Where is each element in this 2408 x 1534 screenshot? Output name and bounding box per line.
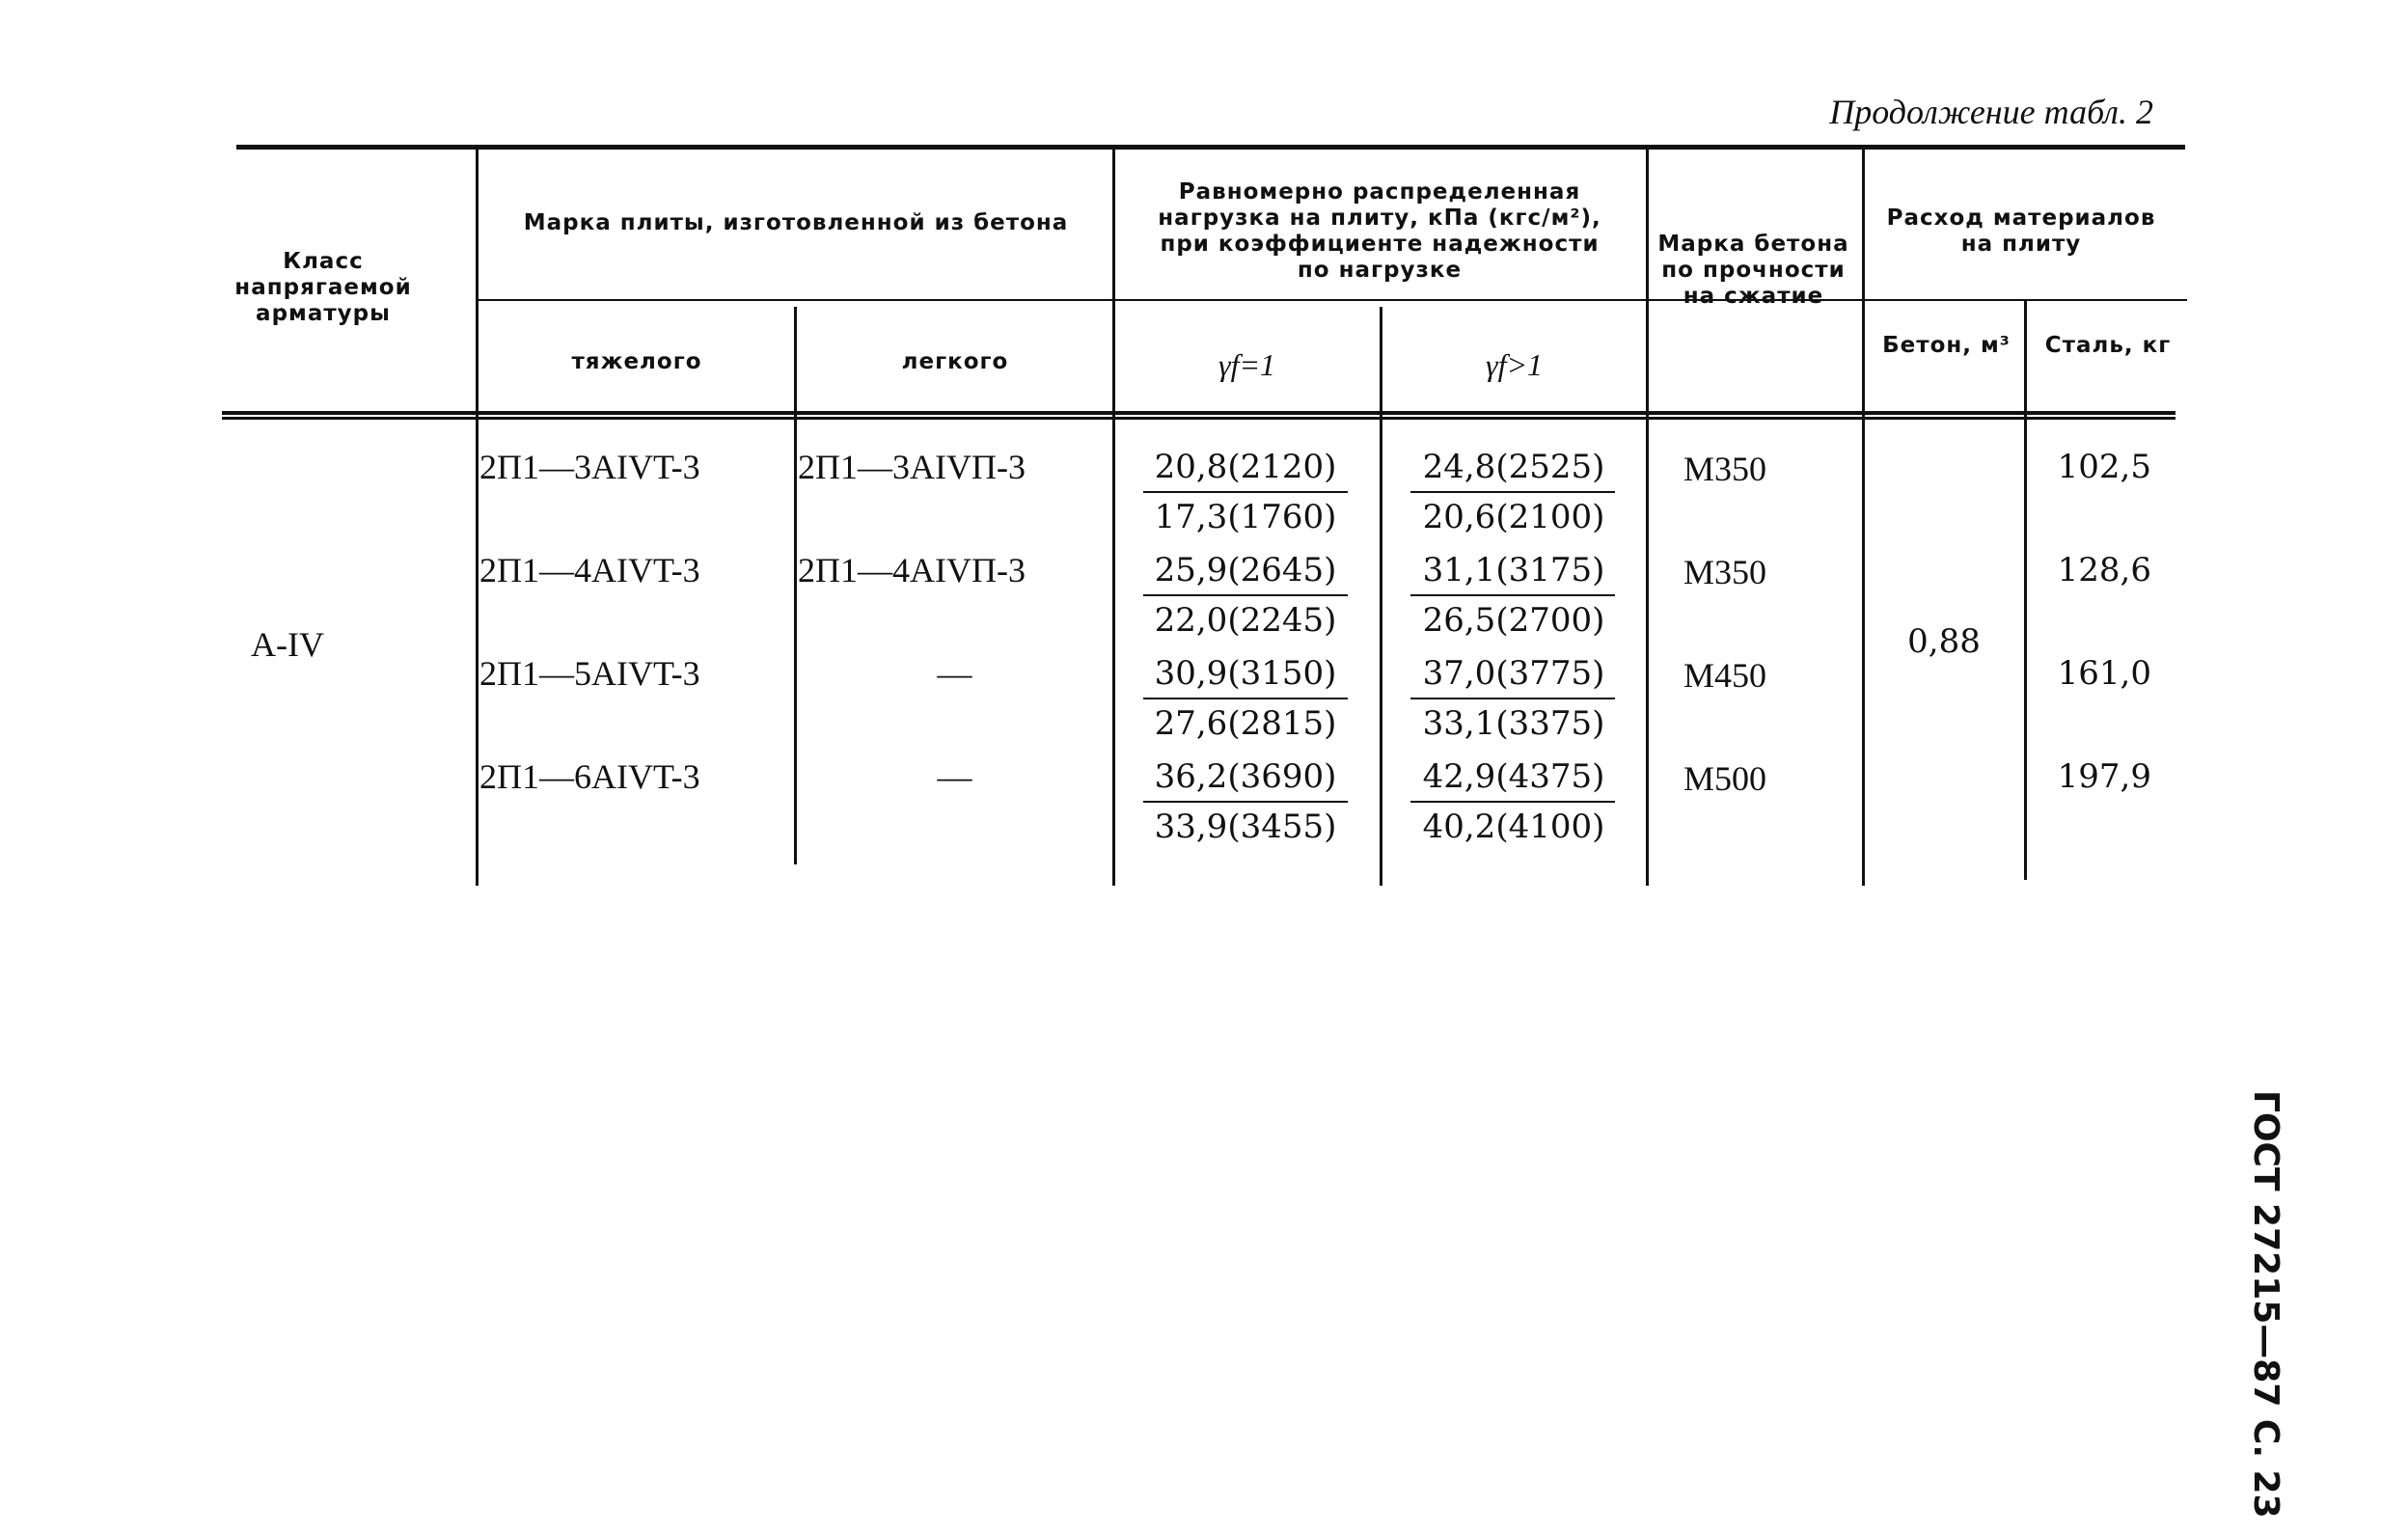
- row-1-g1-line: [1143, 491, 1348, 493]
- continuation-caption: Продолжение табл. 2: [1829, 93, 2153, 131]
- row-1-g2-bot: 20,6(2100): [1422, 498, 1605, 536]
- row-4-light: —: [937, 757, 972, 796]
- row-4-grade: M500: [1683, 759, 1767, 798]
- side-label-wrap: [2244, 1090, 2302, 1519]
- side-label: ГОСТ 27215—87 С. 23: [2246, 1090, 2285, 1519]
- row-1-light: 2П1—3AIVП-3: [798, 448, 1026, 486]
- row-3-g2-line: [1410, 698, 1615, 699]
- row-2-grade: M350: [1683, 553, 1767, 591]
- header-mark-group: Марка плиты, изготовленной из бетона: [523, 210, 1069, 235]
- vline-5: [1646, 150, 1649, 886]
- row-4-g1-top: 36,2(3690): [1154, 757, 1337, 796]
- row-1-g1-top: 20,8(2120): [1154, 448, 1337, 486]
- row-1-steel: 102,5: [2057, 448, 2151, 486]
- header-load-group: Равномерно распределенная нагрузка на плиту, кПа (кгс/м²), при коэффициенте надежности по нагрузке: [1158, 179, 1601, 283]
- row-2-g1-line: [1143, 594, 1348, 596]
- row-3-g1-top: 30,9(3150): [1154, 654, 1337, 693]
- row-4-g1-line: [1143, 801, 1348, 803]
- row-2-g2-top: 31,1(3175): [1422, 551, 1605, 589]
- row-1-grade: M350: [1683, 450, 1767, 488]
- row-2-g1-top: 25,9(2645): [1154, 551, 1337, 589]
- row-2-g2-bot: 26,5(2700): [1422, 601, 1605, 640]
- header-concrete: Бетон, м³: [1882, 333, 2011, 358]
- row-3-heavy: 2П1—5AIVT-3: [479, 654, 700, 693]
- row-2-g2-line: [1410, 594, 1615, 596]
- row-2-g1-bot: 22,0(2245): [1154, 601, 1337, 640]
- vline-2: [794, 307, 797, 864]
- row-3-g1-bot: 27,6(2815): [1154, 704, 1337, 743]
- row-4-g1-bot: 33,9(3455): [1154, 808, 1337, 846]
- row-3-grade: M450: [1683, 656, 1767, 695]
- header-class: Класс напрягаемой арматуры: [234, 249, 412, 326]
- row-3-light: —: [937, 654, 972, 693]
- concrete-volume: 0,88: [1907, 622, 1981, 661]
- row-2-heavy: 2П1—4AIVT-3: [479, 551, 700, 589]
- header-gamma-1: γf=1: [1218, 347, 1276, 382]
- row-1-g2-top: 24,8(2525): [1422, 448, 1605, 486]
- header-heavy: тяжелого: [571, 349, 702, 374]
- row-3-g2-top: 37,0(3775): [1422, 654, 1605, 693]
- vline-7: [2024, 301, 2027, 880]
- vline-1: [476, 150, 479, 886]
- row-4-g2-bot: 40,2(4100): [1422, 808, 1605, 846]
- vline-6: [1862, 150, 1865, 886]
- row-1-heavy: 2П1—3AIVT-3: [479, 448, 700, 486]
- header-mid-rule: [478, 299, 2187, 301]
- row-2-light: 2П1—4AIVП-3: [798, 551, 1026, 589]
- header-steel: Сталь, кг: [2044, 333, 2172, 358]
- header-gamma-gt-1: γf>1: [1485, 347, 1544, 382]
- class-value: A-IV: [251, 625, 324, 664]
- table-top-rule: [236, 145, 2185, 150]
- header-bottom-rule: [222, 411, 2175, 415]
- row-4-heavy: 2П1—6AIVT-3: [479, 757, 700, 796]
- header-light: легкого: [901, 349, 1009, 374]
- header-concrete-grade: Марка бетона по прочности на сжатие: [1657, 232, 1849, 309]
- header-materials-group: Расход материалов на плиту: [1886, 205, 2156, 257]
- row-1-g2-line: [1410, 491, 1615, 493]
- row-4-g2-line: [1410, 801, 1615, 803]
- row-1-g1-bot: 17,3(1760): [1154, 498, 1337, 536]
- row-3-g1-line: [1143, 698, 1348, 699]
- vline-4: [1380, 307, 1382, 886]
- row-4-steel: 197,9: [2057, 757, 2151, 796]
- row-2-steel: 128,6: [2057, 551, 2151, 589]
- header-bottom-rule-2: [222, 417, 2175, 420]
- row-4-g2-top: 42,9(4375): [1422, 757, 1605, 796]
- row-3-steel: 161,0: [2057, 654, 2151, 693]
- row-3-g2-bot: 33,1(3375): [1422, 704, 1605, 743]
